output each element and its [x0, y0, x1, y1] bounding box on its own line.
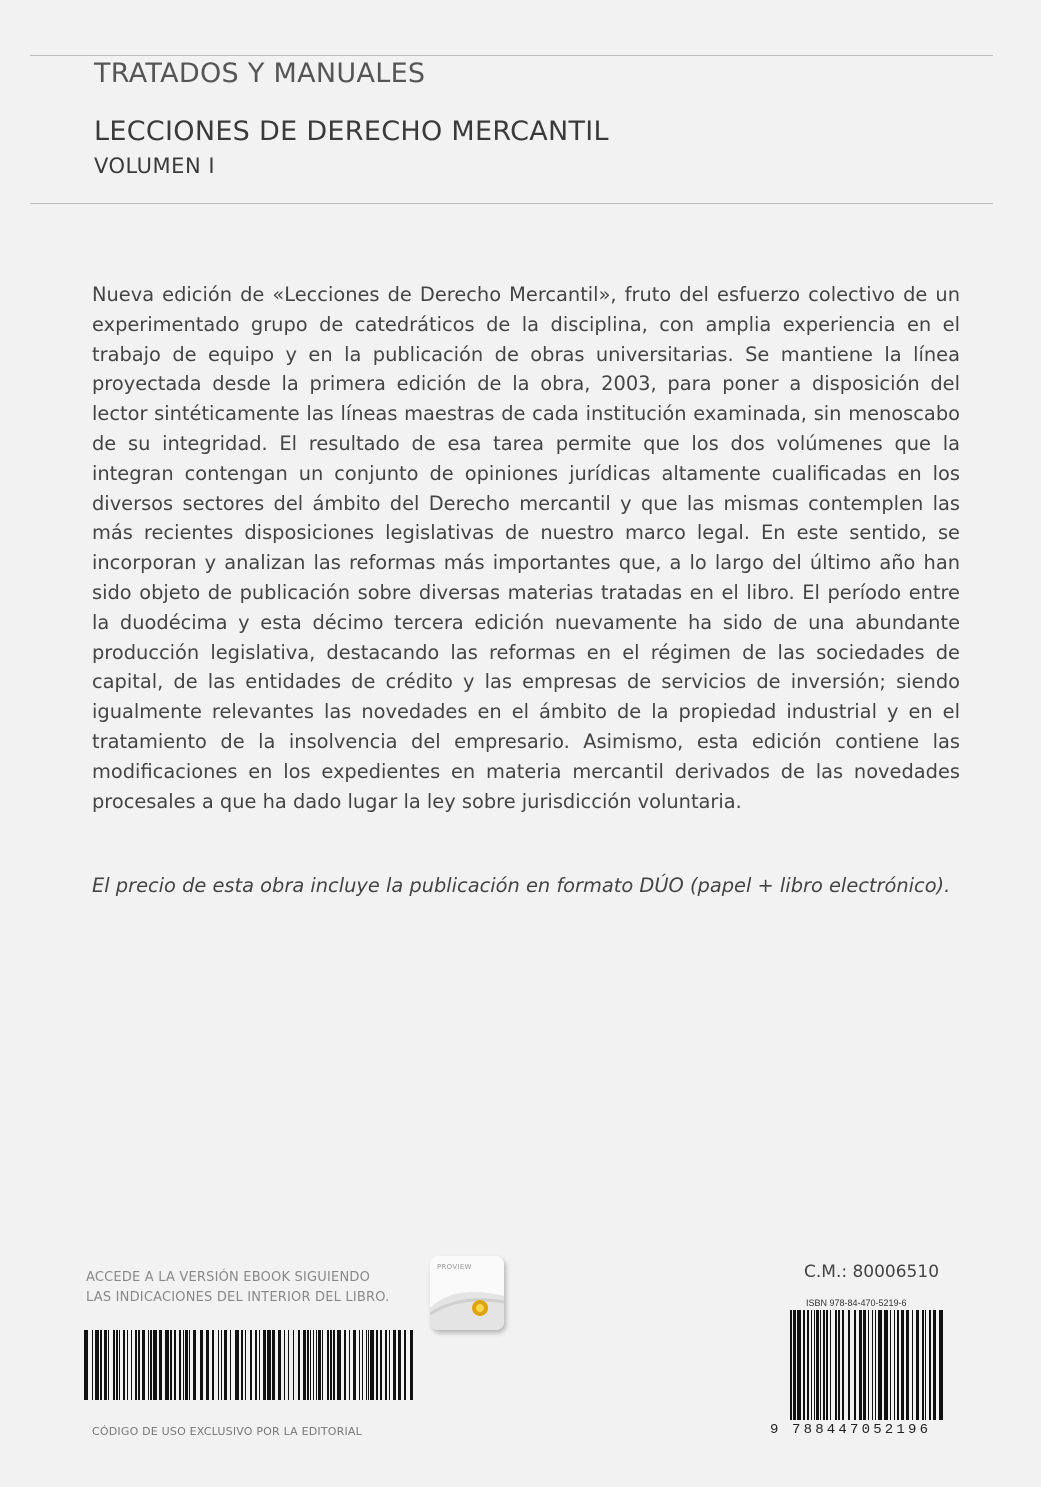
price-note: El precio de esta obra incluye la publicación en formato DÚO (papel + libro electrónico). — [92, 874, 951, 897]
barcode-bar — [797, 1310, 801, 1420]
barcode-bar — [185, 1330, 188, 1400]
barcode-bar — [138, 1330, 140, 1400]
barcode-bar — [131, 1330, 132, 1400]
barcode-bar — [389, 1330, 390, 1400]
barcode-bar — [410, 1330, 413, 1400]
barcode-bar — [100, 1330, 102, 1400]
barcode-bar — [398, 1330, 401, 1400]
ebook-access-note — [86, 1268, 416, 1308]
barcode-bar — [897, 1310, 899, 1420]
barcode-bar — [859, 1310, 862, 1420]
barcode-bar — [267, 1330, 271, 1400]
barcode-bar — [316, 1330, 317, 1400]
ebook-note-line-1: ACCEDE A LA VERSIÓN EBOOK SIGUIENDO — [86, 1270, 371, 1285]
barcode-bar — [370, 1330, 374, 1400]
barcode-bar — [259, 1330, 260, 1400]
barcode-bar — [230, 1330, 231, 1400]
barcode-bar — [826, 1310, 828, 1420]
barcode-bar — [337, 1330, 341, 1400]
barcode-bar — [875, 1310, 876, 1420]
barcode-bar — [84, 1330, 88, 1400]
barcode-bar — [200, 1330, 203, 1400]
barcode-bar — [790, 1310, 792, 1420]
barcode-bar — [868, 1310, 869, 1420]
barcode-bar — [206, 1330, 209, 1400]
proview-swoosh-graphic — [430, 1256, 504, 1330]
barcode-bar — [135, 1330, 137, 1400]
barcode-bar — [263, 1330, 266, 1400]
barcode-bar — [318, 1330, 321, 1400]
barcode-bar — [119, 1330, 120, 1400]
barcode-bar — [838, 1310, 840, 1420]
barcode-bar — [170, 1330, 172, 1400]
barcode-bar — [250, 1330, 252, 1400]
barcode-bar — [854, 1310, 856, 1420]
barcode-bar — [116, 1330, 118, 1400]
barcode-bar — [811, 1310, 812, 1420]
barcode-bar — [148, 1330, 149, 1400]
isbn-barcode — [790, 1310, 946, 1420]
barcode-bar — [404, 1330, 406, 1400]
barcode-bar — [313, 1330, 314, 1400]
barcode-bar — [820, 1310, 821, 1420]
barcode-bar — [310, 1330, 311, 1400]
barcode-bar — [816, 1310, 819, 1420]
isbn-label: ISBN 978-84-470-5219-6 — [806, 1298, 907, 1308]
barcode-bar — [92, 1330, 93, 1400]
barcode-bar — [848, 1310, 850, 1420]
cm-code: C.M.: 80006510 — [804, 1262, 940, 1282]
barcode-bar — [872, 1310, 873, 1420]
barcode-bar — [284, 1330, 285, 1400]
barcode-bar — [307, 1330, 309, 1400]
volume-label: VOLUMEN I — [94, 154, 216, 178]
barcode-bar — [193, 1330, 196, 1400]
barcode-bar — [376, 1330, 378, 1400]
barcode-bar — [113, 1330, 115, 1400]
book-description: Nueva edición de «Lecciones de Derecho Mercantil», fruto del esfuerzo colectivo de un experimentado grupo de catedráticos de la disciplina, con amplia experiencia en el trabajo de equipo y en la publicación de obras universitarias. Se mantiene la línea proyectada desde la primera edición de la obra, 2003, para poner a disposición del lector sintéticamente las líneas maestras de cada institución examinada, sin menoscabo de su integridad. El resultado de esa tarea permite que los dos volúmenes que la integran contengan un conjunto de opiniones jurídicas altamente cualificadas en los diversos sectores del ámbito del Derecho mercantil y que las mismas contemplen las más recientes disposiciones legislativas de nuestro marco legal. En este sentido, se incorporan y analizan las reformas más importantes que, a lo largo del último año han sido objeto de publicación sobre diversas materias tratadas en el libro. El período entre la duodécima y esta décimo tercera edición nuevamente ha sido de una abundante producción legislativa, destacando las reformas en el régimen de las sociedades de capital, de las entidades de crédito y las empresas de servicios de inversión; siendo igualmente relevantes las novedades en el ámbito de la propiedad industrial y en el tratamiento de la insolvencia del empresario. Asimismo, esta edición contiene las modificaciones en los expedientes en materia mercantil derivados de las novedades procesales a que ha dado lugar la ley sobre jurisdicción voluntaria. — [92, 283, 960, 813]
barcode-bar — [368, 1330, 369, 1400]
barcode-bar — [95, 1330, 99, 1400]
barcode-bar — [362, 1330, 363, 1400]
barcode-bar — [823, 1310, 825, 1420]
barcode-bar — [803, 1310, 805, 1420]
header-bottom-rule — [30, 203, 993, 204]
barcode-bar — [272, 1330, 275, 1400]
barcode-bar — [212, 1330, 214, 1400]
barcode-bar — [322, 1330, 323, 1400]
barcode-bar — [894, 1310, 895, 1420]
barcode-bar — [330, 1330, 332, 1400]
barcode-bar — [224, 1330, 227, 1400]
barcode-bar — [807, 1310, 809, 1420]
barcode-bar — [293, 1330, 294, 1400]
barcode-bar — [288, 1330, 289, 1400]
barcode-bar — [344, 1330, 346, 1400]
barcode-bar — [183, 1330, 184, 1400]
internal-code-label: CÓDIGO DE USO EXCLUSIVO POR LA EDITORIAL — [92, 1425, 362, 1438]
barcode-bar — [901, 1310, 904, 1420]
barcode-bar — [359, 1330, 360, 1400]
barcode-bar — [165, 1330, 169, 1400]
ean-digits: 788447052196 — [792, 1422, 932, 1438]
barcode-bar — [123, 1330, 125, 1400]
barcode-bar — [366, 1330, 367, 1400]
barcode-bar — [104, 1330, 107, 1400]
barcode-bar — [241, 1330, 243, 1400]
barcode-bar — [793, 1310, 796, 1420]
barcode-bar — [303, 1330, 306, 1400]
barcode-bar — [906, 1310, 909, 1420]
barcode-bar — [925, 1310, 926, 1420]
barcode-bar — [245, 1330, 246, 1400]
internal-barcode — [84, 1330, 414, 1400]
barcode-bar — [327, 1330, 329, 1400]
barcode-bar — [393, 1330, 396, 1400]
barcode-bar — [150, 1330, 152, 1400]
barcode-bar — [298, 1330, 300, 1400]
book-title: LECCIONES DE DERECHO MERCANTIL — [94, 116, 609, 147]
barcode-bar — [878, 1310, 882, 1420]
barcode-bar — [153, 1330, 157, 1400]
barcode-bar — [218, 1330, 219, 1400]
barcode-bar — [174, 1330, 176, 1400]
barcode-bar — [863, 1310, 866, 1420]
barcode-bar — [830, 1310, 831, 1420]
barcode-bar — [922, 1310, 924, 1420]
barcode-bar — [108, 1330, 109, 1400]
barcode-bar — [159, 1330, 162, 1400]
barcode-bar — [939, 1310, 943, 1420]
barcode-bar — [380, 1330, 382, 1400]
ean-first-digit: 9 — [770, 1422, 779, 1438]
barcode-bar — [235, 1330, 239, 1400]
barcode-bar — [278, 1330, 281, 1400]
ebook-note-line-2: LAS INDICACIONES DEL INTERIOR DEL LIBRO. — [86, 1290, 390, 1305]
barcode-bar — [916, 1310, 919, 1420]
barcode-bar — [221, 1330, 222, 1400]
barcode-bar — [933, 1310, 936, 1420]
barcode-bar — [929, 1310, 931, 1420]
barcode-bar — [142, 1330, 145, 1400]
series-title: TRATADOS Y MANUALES — [94, 58, 426, 89]
barcode-bar — [814, 1310, 815, 1420]
barcode-bar — [842, 1310, 844, 1420]
barcode-bar — [189, 1330, 190, 1400]
barcode-bar — [179, 1330, 181, 1400]
barcode-bar — [255, 1330, 257, 1400]
top-rule — [30, 55, 993, 56]
barcode-bar — [890, 1310, 891, 1420]
barcode-bar — [912, 1310, 913, 1420]
barcode-bar — [353, 1330, 356, 1400]
proview-label: PROVIEW — [437, 1263, 472, 1271]
barcode-bar — [333, 1330, 335, 1400]
barcode-bar — [835, 1310, 837, 1420]
barcode-bar — [385, 1330, 387, 1400]
barcode-bar — [127, 1330, 128, 1400]
proview-icon — [430, 1256, 504, 1330]
barcode-bar — [884, 1310, 888, 1420]
barcode-bar — [349, 1330, 350, 1400]
